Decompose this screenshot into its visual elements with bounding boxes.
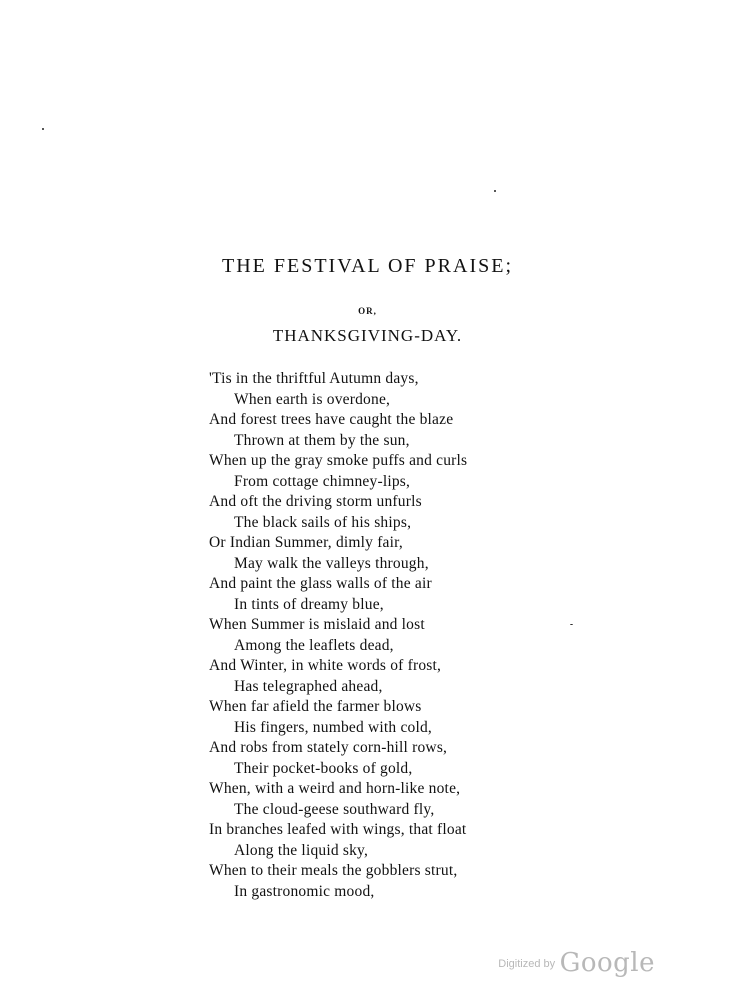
poem-line: Or Indian Summer, dimly fair, [209, 534, 403, 551]
poem-line: When earth is overdone, [234, 390, 391, 408]
poem-line: When far afield the farmer blows [209, 698, 422, 715]
watermark-prefix: Digitized by [498, 958, 556, 970]
poem-line: The black sails of his ships, [234, 513, 412, 531]
google-logo: Google [559, 948, 655, 978]
poem-line: The cloud-geese southward fly, [234, 800, 435, 818]
poem-line: And oft the driving storm unfurls [209, 493, 422, 510]
poem-line: Along the liquid sky, [234, 841, 369, 859]
poem-line: From cottage chimney-lips, [234, 472, 411, 490]
poem-body [209, 369, 629, 902]
poem-line: In branches leafed with wings, that float [209, 821, 467, 838]
poem-line: And paint the glass walls of the air [209, 575, 432, 592]
poem-subtitle: THANKSGIVING-DAY. [272, 326, 463, 345]
poem-line: When to their meals the gobblers strut, [209, 862, 458, 879]
poem-line: When Summer is mislaid and lost [209, 616, 425, 633]
title-conjunction: OR, [358, 306, 377, 316]
poem-line: May walk the valleys through, [234, 554, 429, 572]
poem-line: When, with a weird and horn-like note, [209, 780, 461, 797]
poem-line: In tints of dreamy blue, [234, 595, 384, 613]
poem-line: Among the leaflets dead, [234, 636, 394, 654]
poem-title: THE FESTIVAL OF PRAISE; [221, 255, 514, 277]
scan-speck [494, 190, 496, 192]
scan-speck [42, 128, 44, 130]
poem-line: In gastronomic mood, [234, 882, 375, 900]
poem-line: And robs from stately corn-hill rows, [209, 739, 448, 756]
digitized-watermark [498, 948, 655, 978]
poem-line: Has telegraphed ahead, [234, 677, 383, 695]
poem-line: His fingers, numbed with cold, [234, 718, 433, 736]
poem-line: 'Tis in the thriftful Autumn days, [209, 370, 419, 387]
poem-line: Their pocket-books of gold, [234, 759, 413, 777]
poem-line: And forest trees have caught the blaze [209, 411, 454, 428]
poem-line: When up the gray smoke puffs and curls [209, 452, 468, 469]
poem-line: Thrown at them by the sun, [234, 431, 410, 449]
poem-line: And Winter, in white words of frost, [209, 657, 442, 674]
